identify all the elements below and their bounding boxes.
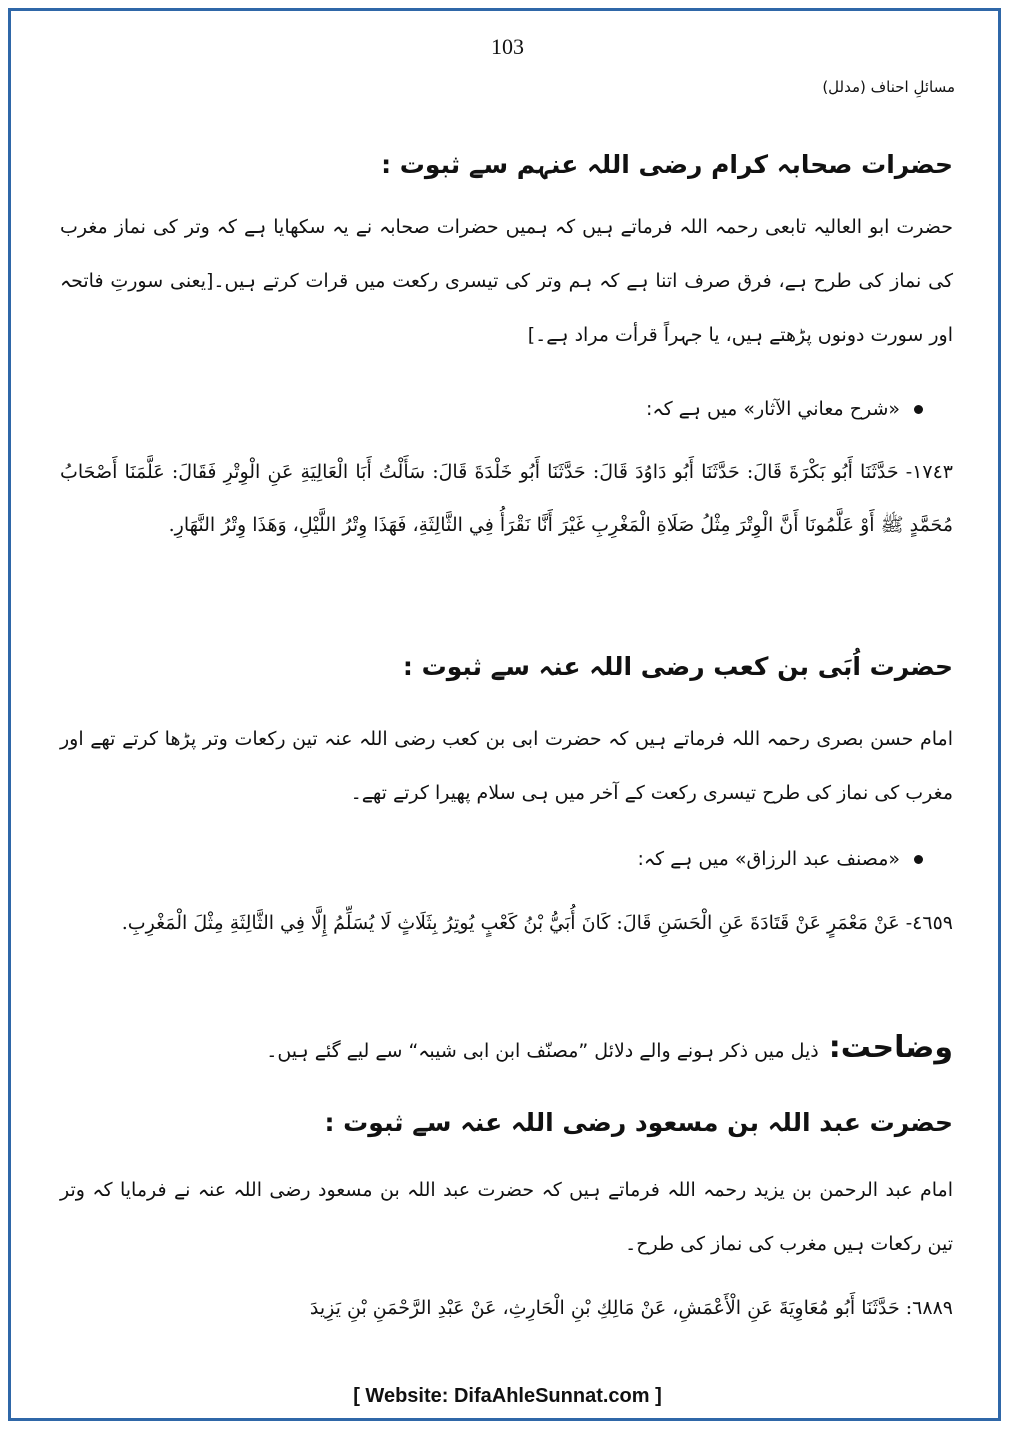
clarification-text: ذیل میں ذکر ہونے والے دلائل ”مصنّف ابن ابی شیبہ“ سے لیے گئے ہیں۔ bbox=[266, 1040, 819, 1062]
section1-heading: حضرات صحابہ کرام رضی اللہ عنہم سے ثبوت : bbox=[381, 150, 953, 179]
section3-hadith: ٦٨٨٩: حَدَّثَنَا أَبُو مُعَاوِيَةَ عَنِ الْأَعْمَشِ، عَنْ مَالِكِ بْنِ الْحَارِثِ، عَنْ عَبْدِ الرَّحْمَنِ بْنِ يَزِيدَ bbox=[309, 1297, 953, 1319]
clarification-note bbox=[266, 1030, 953, 1065]
section3-paragraph: امام عبد الرحمن بن یزید رحمہ اللہ فرماتے ہیں کہ حضرت عبد اللہ بن مسعود رضی اللہ عنہ نے فرمایا کہ وتر تین رکعات ہیں مغرب کی نماز کی طرح۔ bbox=[60, 1179, 953, 1255]
section1-paragraph: حضرت ابو العالیہ تابعی رحمہ اللہ فرماتے ہیں کہ ہمیں حضرات صحابہ نے یہ سکھایا ہے کہ وتر کی نماز مغرب کی نماز کی طرح ہے، فرق صرف اتنا ہے کہ ہم وتر کی تیسری رکعت میں قرات کرتے ہیں۔[یعنی سورتِ فاتحہ اور سورت دونوں پڑھتے ہیں، یا جہراً قرأت مراد ہے۔] bbox=[60, 216, 953, 346]
bullet-icon bbox=[914, 405, 923, 414]
book-title: مسائلِ احناف (مدلل) bbox=[822, 78, 955, 96]
section3-heading: حضرت عبد اللہ بن مسعود رضی اللہ عنہ سے ثبوت : bbox=[324, 1108, 953, 1137]
section2-paragraph: امام حسن بصری رحمہ اللہ فرماتے ہیں کہ حضرت ابی بن کعب رضی اللہ عنہ تین رکعات وتر پڑھا کرتے تھے اور مغرب کی نماز کی طرح تیسری رکعت کے آخر میں ہی سلام پھیرا کرتے تھے۔ bbox=[60, 728, 953, 804]
website-footer: [ Website: DifaAhleSunnat.com ] bbox=[353, 1385, 662, 1407]
section1-source: «شرح معاني الآثار» میں ہے کہ: bbox=[646, 398, 923, 420]
clarification-label: وضاحت: bbox=[828, 1030, 953, 1065]
bullet-icon bbox=[914, 855, 923, 864]
section2-source: «مصنف عبد الرزاق» میں ہے کہ: bbox=[637, 848, 923, 870]
section1-hadith: ١٧٤٣- حَدَّثَنَا أَبُو بَكْرَةَ قَالَ: حَدَّثَنَا أَبُو دَاوُدَ قَالَ: حَدَّثَنَا أَبُو خَلْدَةَ قَالَ: سَأَلْتُ أَبَا الْعَالِيَةِ عَنِ الْوِتْرِ فَقَالَ: عَلَّمَنَا أَصْحَابُ مُحَمَّدٍ ﷺ أَوْ عَلَّمُونَا أَنَّ الْوِتْرَ مِثْلُ صَلَاةِ الْمَغْرِبِ غَيْرَ أَنَّا نَقْرَأُ فِي الثَّالِثَةِ، فَهَذَا وِتْرُ اللَّيْلِ، وَهَذَا وِتْرُ النَّهَارِ. bbox=[60, 461, 953, 536]
page-number: 103 bbox=[491, 34, 524, 59]
section2-hadith: ٤٦٥٩- عَنْ مَعْمَرٍ عَنْ قَتَادَةَ عَنِ الْحَسَنِ قَالَ: كَانَ أُبَيُّ بْنُ كَعْبٍ يُوتِرُ بِثَلَاثٍ لَا يُسَلِّمُ إِلَّا فِي الثَّالِثَةِ مِثْلَ الْمَغْرِبِ. bbox=[121, 912, 953, 934]
section2-heading: حضرت اُبَی بن کعب رضی اللہ عنہ سے ثبوت : bbox=[402, 652, 953, 681]
